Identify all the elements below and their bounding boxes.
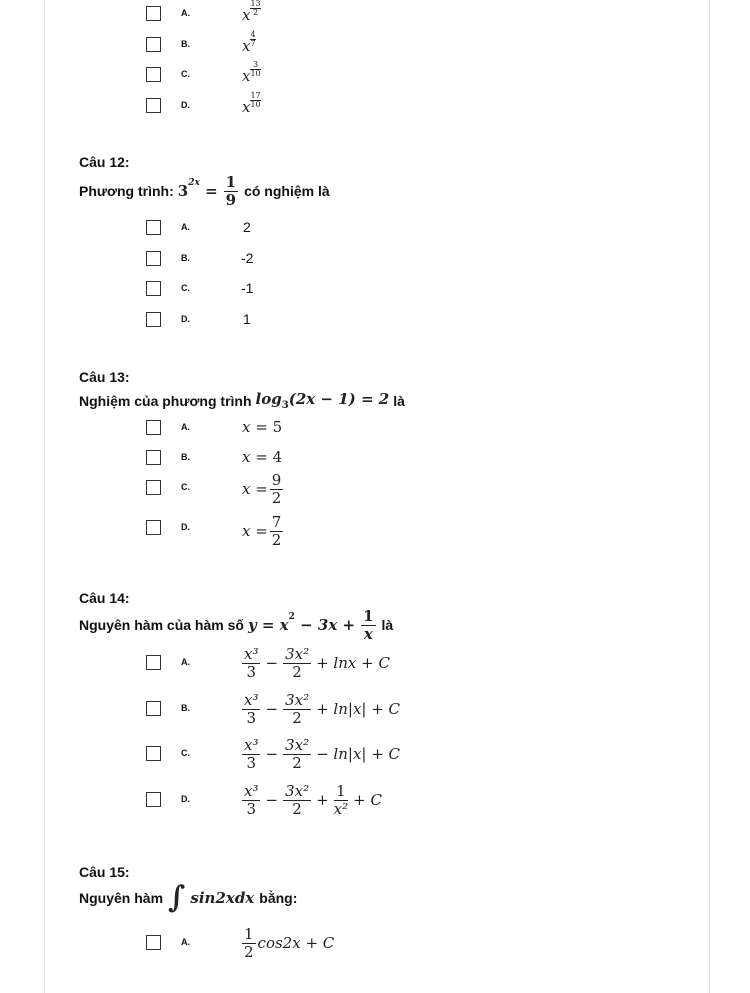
q15-option-a-checkbox[interactable] xyxy=(146,935,161,950)
q15-option-a-value: $\frac{1}{2}$ cos2x + C xyxy=(244,925,335,961)
q13-option-c-checkbox[interactable] xyxy=(146,480,161,495)
q13-option-a-value: x = 5 xyxy=(242,418,283,436)
q14-option-d-checkbox[interactable] xyxy=(146,792,161,807)
q11-option-a-letter: A. xyxy=(181,8,190,18)
q12-title: Câu 12: xyxy=(79,154,130,170)
q13-option-b-checkbox[interactable] xyxy=(146,450,161,465)
q13-title: Câu 13: xyxy=(79,369,130,385)
q14-option-d-letter: D. xyxy=(181,794,190,804)
q11-option-c-letter: C. xyxy=(181,69,190,79)
q15-prompt: Nguyên hàm ∫ sin2xdx bằng: xyxy=(79,880,298,915)
q14-option-a-letter: A. xyxy=(181,657,190,667)
integral-symbol: ∫ xyxy=(168,880,186,915)
q12-option-d-letter: D. xyxy=(181,314,190,324)
q12-option-d-value: 1 xyxy=(243,311,251,327)
q12-option-d-checkbox[interactable] xyxy=(146,312,161,327)
q14-option-d-value: $\frac{\text{x³}}{3}$ − $\frac{\text{3x²}}{2}$ + $\frac{1}{\text{x²}}$ + C xyxy=(244,782,382,818)
q12-option-b-letter: B. xyxy=(181,253,190,263)
q11-option-b-letter: B. xyxy=(181,39,190,49)
q11-option-d-value: x $\frac{17}{10}$ xyxy=(242,91,261,116)
q12-option-b-checkbox[interactable] xyxy=(146,251,161,266)
q14-option-b-checkbox[interactable] xyxy=(146,701,161,716)
q13-option-a-checkbox[interactable] xyxy=(146,420,161,435)
q14-option-c-value: $\frac{\text{x³}}{3}$ − $\frac{\text{3x²}}{2}$ − ln|x| + C xyxy=(244,736,401,772)
q11-option-a-value: x $\frac{13}{2}$ xyxy=(242,0,261,24)
q13-option-d-value: x = $\frac{7}{2}$ xyxy=(242,513,282,549)
q13-prompt: Nghiệm của phương trình $\log_3(2x - 1) = 2$ là xyxy=(79,390,405,411)
q11-option-d-checkbox[interactable] xyxy=(146,98,161,113)
q12-prompt: Phương trình: $3^{2x}$ = $\frac{1}{9}$ có nghiệm là xyxy=(79,173,330,209)
q12-option-a-letter: A. xyxy=(181,222,190,232)
q15-title: Câu 15: xyxy=(79,864,130,880)
q13-option-b-letter: B. xyxy=(181,452,190,462)
q14-option-a-value: $\frac{\text{x³}}{3}$ − $\frac{\text{3x²}}{2}$ + lnx + C xyxy=(244,645,390,681)
q13-option-a-letter: A. xyxy=(181,422,190,432)
q13-option-c-letter: C. xyxy=(181,482,190,492)
q14-title: Câu 14: xyxy=(79,590,130,606)
q12-option-a-checkbox[interactable] xyxy=(146,220,161,235)
q12-option-c-letter: C. xyxy=(181,283,190,293)
q12-option-b-value: -2 xyxy=(241,250,254,266)
q12-option-c-checkbox[interactable] xyxy=(146,281,161,296)
q13-option-d-letter: D. xyxy=(181,522,190,532)
q11-option-d-letter: D. xyxy=(181,100,190,110)
q13-option-d-checkbox[interactable] xyxy=(146,520,161,535)
q14-prompt: Nguyên hàm của hàm số $y = x^2 - 3x$ + $\frac{1}{x}$ là xyxy=(79,607,394,643)
q14-option-a-checkbox[interactable] xyxy=(146,655,161,670)
q14-option-c-checkbox[interactable] xyxy=(146,746,161,761)
q11-option-c-checkbox[interactable] xyxy=(146,67,161,82)
q11-option-b-checkbox[interactable] xyxy=(146,37,161,52)
q13-option-c-value: x = $\frac{9}{2}$ xyxy=(242,471,282,507)
q14-option-b-value: $\frac{\text{x³}}{3}$ − $\frac{\text{3x²}}{2}$ + ln|x| + C xyxy=(244,691,401,727)
q14-option-c-letter: C. xyxy=(181,748,190,758)
q11-option-a-checkbox[interactable] xyxy=(146,6,161,21)
q14-option-b-letter: B. xyxy=(181,703,190,713)
q12-option-a-value: 2 xyxy=(243,219,251,235)
q11-option-c-value: x $\frac{3}{10}$ xyxy=(242,60,261,85)
q11-option-b-value: x $\frac{4}{7}$ xyxy=(242,30,256,55)
q13-option-b-value: x = 4 xyxy=(242,448,283,466)
q12-option-c-value: -1 xyxy=(241,280,254,296)
q15-option-a-letter: A. xyxy=(181,937,190,947)
quiz-sheet xyxy=(44,0,710,993)
